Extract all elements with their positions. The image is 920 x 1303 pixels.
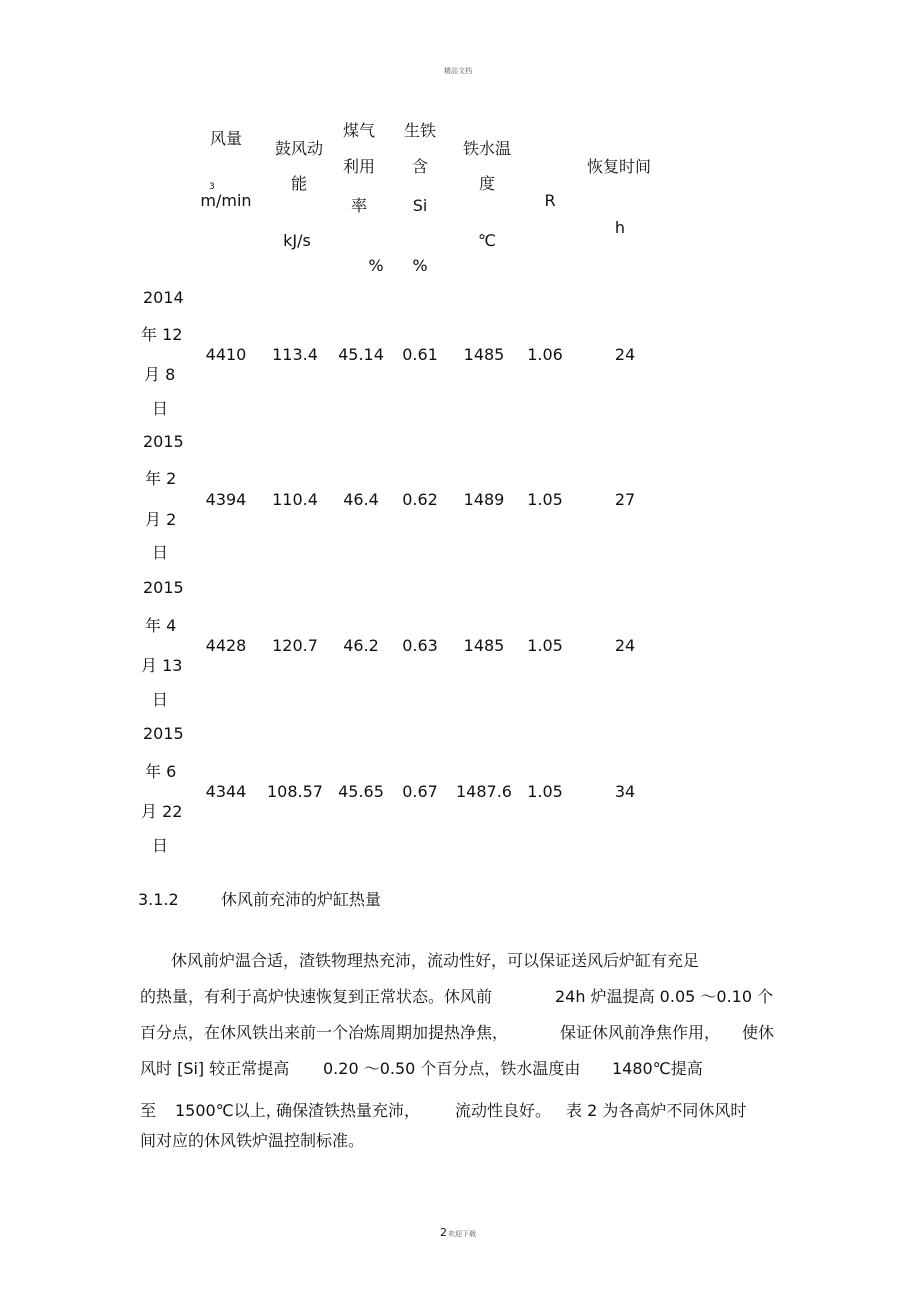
cell-gas-utilization: 46.2: [343, 636, 379, 655]
header-basicity: R: [544, 191, 556, 210]
cell-recovery: 34: [614, 782, 636, 801]
cell-kinetic-energy: 108.57: [267, 782, 323, 801]
cell-air-volume: 4410: [205, 345, 247, 364]
cell-temp: 1485: [463, 636, 505, 655]
section-number: 3.1.2: [138, 890, 179, 909]
cell-si: 0.63: [402, 636, 438, 655]
cell-si: 0.62: [402, 490, 438, 509]
cell-kinetic-energy: 110.4: [272, 490, 318, 509]
cell-r: 1.05: [527, 782, 563, 801]
section-title: 休风前充沛的炉缸热量: [221, 890, 382, 909]
cell-kinetic-energy: 120.7: [272, 636, 318, 655]
cell-air-volume: 4394: [205, 490, 247, 509]
cell-temp: 1485: [463, 345, 505, 364]
cell-gas-utilization: 45.14: [338, 345, 384, 364]
cell-gas-utilization: 45.65: [338, 782, 384, 801]
cell-r: 1.05: [527, 490, 563, 509]
cell-air-volume: 4428: [205, 636, 247, 655]
cell-r: 1.06: [527, 345, 563, 364]
cell-gas-utilization: 46.4: [343, 490, 379, 509]
cell-air-volume: 4344: [205, 782, 247, 801]
page-header: 精品文档: [444, 67, 472, 75]
cell-recovery: 27: [614, 490, 636, 509]
footer-text: 欢迎下载: [448, 1230, 476, 1238]
cell-recovery: 24: [614, 636, 636, 655]
cell-si: 0.67: [402, 782, 438, 801]
cell-recovery: 24: [614, 345, 636, 364]
cell-temp: 1489: [463, 490, 505, 509]
cell-kinetic-energy: 113.4: [272, 345, 318, 364]
cell-temp: 1487.6: [456, 782, 512, 801]
cell-si: 0.61: [402, 345, 438, 364]
page-number: 2: [440, 1226, 447, 1239]
cell-r: 1.05: [527, 636, 563, 655]
